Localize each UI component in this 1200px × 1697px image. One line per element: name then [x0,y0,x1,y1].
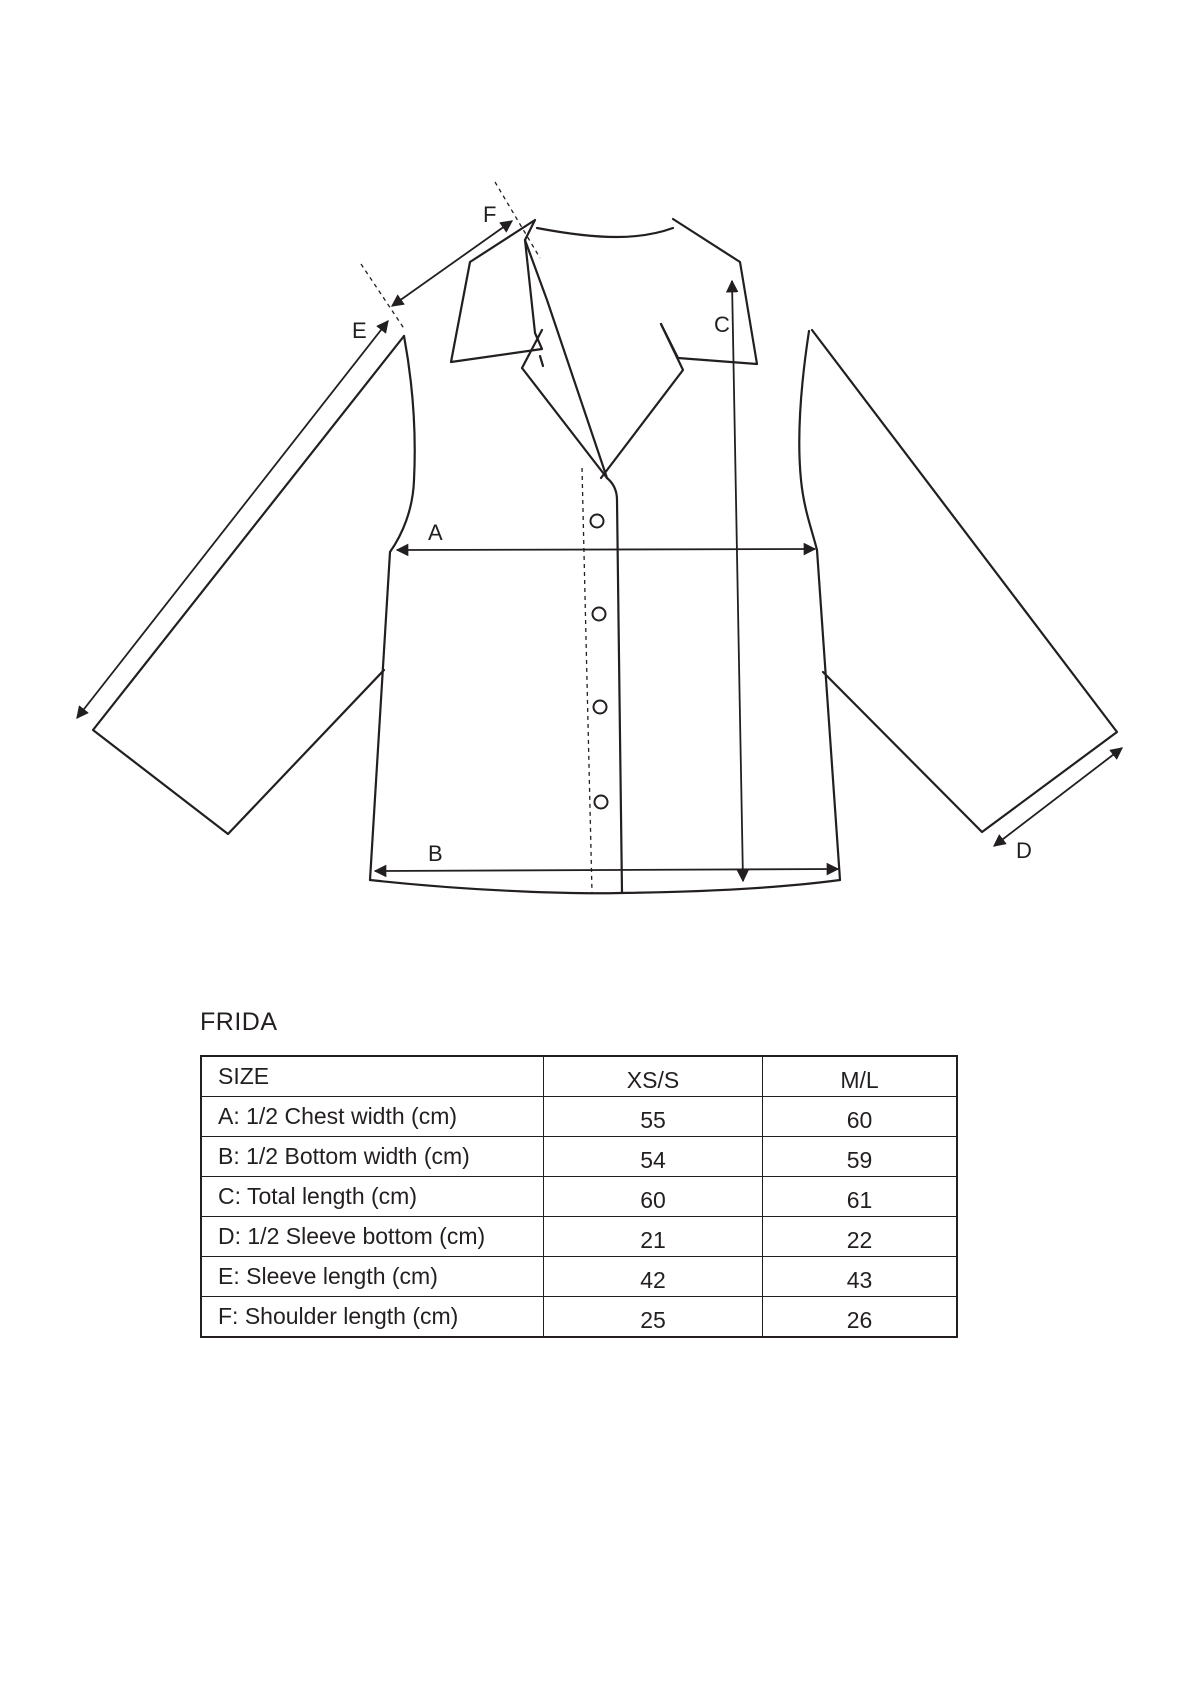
row-value-m-l: 61 [763,1177,958,1217]
left-sleeve-outline [93,336,404,834]
left-lapel-inner [525,240,607,478]
table-row [201,1177,957,1217]
size-table [200,1055,958,1338]
table-row [201,1217,957,1257]
right-sleeve-outline [812,330,1117,832]
header-size-xs-s: XS/S [544,1056,763,1097]
row-value-xs-s: 42 [544,1257,763,1297]
row-value-m-l: 26 [763,1297,958,1338]
row-value-xs-s: 60 [544,1177,763,1217]
row-label: E: Sleeve length (cm) [201,1257,544,1297]
row-value-m-l: 43 [763,1257,958,1297]
button-2 [593,608,606,621]
right-lapel [601,324,683,478]
row-value-xs-s: 55 [544,1097,763,1137]
row-label: D: 1/2 Sleeve bottom (cm) [201,1217,544,1257]
back-neck [537,228,673,237]
placket [607,478,622,893]
row-value-xs-s: 54 [544,1137,763,1177]
row-value-m-l: 22 [763,1217,958,1257]
label-b: B [428,841,443,866]
hem [370,880,840,893]
row-value-xs-s: 25 [544,1297,763,1338]
button-3 [594,701,607,714]
measure-arrow-b [375,869,838,871]
row-label: F: Shoulder length (cm) [201,1297,544,1338]
table-row [201,1257,957,1297]
label-f: F [483,202,497,227]
measure-arrow-e [77,321,388,718]
table-row [201,1297,957,1338]
table-header-row [201,1056,957,1097]
left-collar [451,220,542,362]
row-value-m-l: 59 [763,1137,958,1177]
measure-arrow-f [392,221,512,306]
measure-arrow-d [994,748,1122,846]
row-label: C: Total length (cm) [201,1177,544,1217]
row-value-xs-s: 21 [544,1217,763,1257]
label-d: D [1016,838,1032,863]
label-a: A [428,520,443,545]
sleeve-guide-dashed-line [361,264,405,330]
header-size-m-l: M/L [763,1056,958,1097]
measure-arrow-a [397,549,815,550]
row-value-m-l: 60 [763,1097,958,1137]
center-front-dashed-line [582,468,592,893]
row-label: B: 1/2 Bottom width (cm) [201,1137,544,1177]
product-title: FRIDA [200,1008,278,1036]
button-1 [591,515,604,528]
header-size-label: SIZE [201,1056,544,1097]
row-label: A: 1/2 Chest width (cm) [201,1097,544,1137]
right-body-side [799,331,840,880]
left-body-side [370,336,415,880]
right-collar [661,219,757,364]
button-4 [595,796,608,809]
table-row [201,1097,957,1137]
label-e: E [352,318,367,343]
label-c: C [714,312,730,337]
table-row [201,1137,957,1177]
measure-arrow-c [732,281,743,881]
